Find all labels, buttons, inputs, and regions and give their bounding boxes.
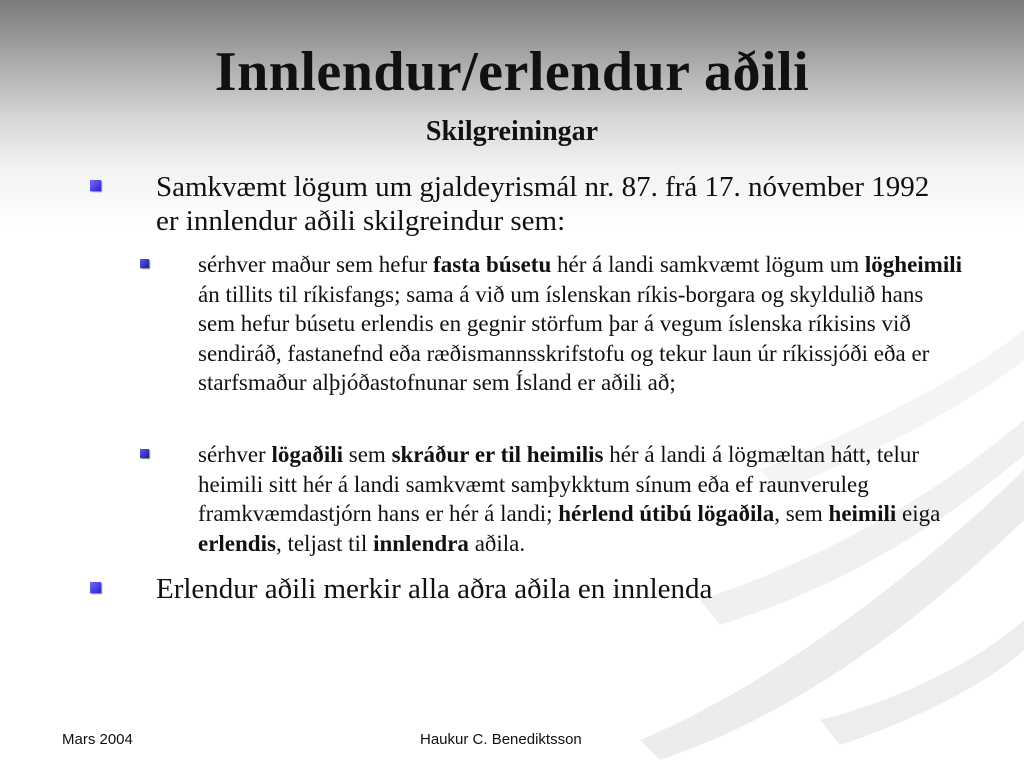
footer-author: Haukur C. Benediktsson (420, 731, 582, 748)
slide-title: Innlendur/erlendur aðili (214, 41, 810, 103)
bullet-text: Erlendur aðili merkir alla aðra aðila en innlenda (156, 573, 713, 605)
slide-subtitle: Skilgreiningar (425, 116, 599, 147)
square-bullet-icon (140, 259, 149, 268)
bullet-text: Samkvæmt lögum um gjaldeyrismál nr. 87. frá 17. nóvember 1992 er innlendur aðili skilgreindur sem: (156, 171, 930, 237)
sub-bullet-text: sérhver lögaðili sem skráður er til heimilis hér á landi á lögmæltan hátt, telur heimili sitt hér á landi samkvæmt samþykktum sínum eða ef raunveruleg framkvæmdastjórn hans er hér á landi; hérlend útibú lögaðila, sem heimili eiga erlendis, teljast til innlendra aðila. (198, 442, 941, 556)
square-bullet-icon (140, 449, 149, 458)
square-bullet-icon (90, 180, 101, 191)
square-bullet-icon (90, 582, 101, 593)
footer-date: Mars 2004 (62, 731, 133, 748)
sub-bullet-text: sérhver maður sem hefur fasta búsetu hér á landi samkvæmt lögum um lögheimili án tillits til ríkisfangs; sama á við um íslenskan ríkis-borgara og skyldulið hans sem hefur búsetu erlendis en gegnir störfum þar á vegum íslenska ríkisins við sendiráð, fastanefnd eða ræðismannsskrifstofu og tekur laun úr ríkissjóði eða er starfsmaður alþjóðastofnunar sem Ísland er aðili að; (198, 252, 963, 395)
